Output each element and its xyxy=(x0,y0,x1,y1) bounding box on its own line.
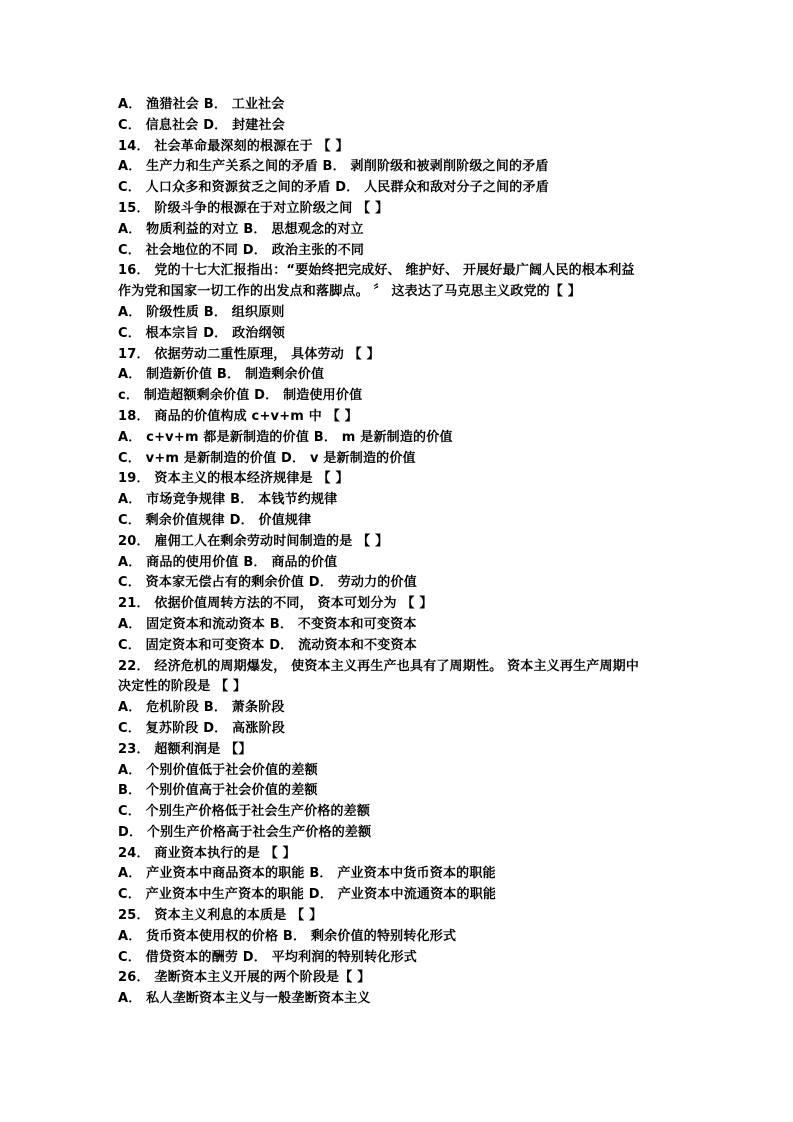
question-22-continued: 决定性的阶段是 【 】 xyxy=(118,679,247,695)
question-18: 18． 商品的价值构成 c+v+m 中 【 】 xyxy=(118,408,358,424)
question-20: 20． 雇佣工人在剩余劳动时间制造的是 【 】 xyxy=(118,533,389,549)
question-24: 24． 商业资本执行的是 【 】 xyxy=(118,845,296,861)
question-16-continued: 作为党和国家一切工作的出发点和落脚点。 〞 这表达了马克思主义政党的【 】 xyxy=(118,284,581,300)
document-body xyxy=(118,95,678,1010)
option-line: C． 根本宗旨 D． 政治纲领 xyxy=(118,325,285,341)
option-line: A． c+v+m 都是新制造的价值 B． m 是新制造的价值 xyxy=(118,429,453,445)
option-line: B． 个别价值高于社会价值的差额 xyxy=(118,783,318,799)
question-23: 23． 超额利润是 【】 xyxy=(118,741,252,757)
option-line: A． 货币资本使用权的价格 B． 剩余价值的特别转化形式 xyxy=(118,928,457,944)
option-line: C． 剩余价值规律 D． 价值规律 xyxy=(118,512,312,528)
option-line: A． 制造新价值 B． 制造剩余价值 xyxy=(118,367,325,383)
option-line: A． 渔猎社会 B． 工业社会 xyxy=(118,97,285,112)
option-line: C． 借贷资本的酬劳 D． 平均利润的特别转化形式 xyxy=(118,949,417,965)
option-line: C． 资本家无偿占有的剩余价值 D． 劳动力的价值 xyxy=(118,575,417,591)
question-25: 25． 资本主义利息的本质是 【 】 xyxy=(118,908,323,924)
option-line: A． 生产力和生产关系之间的矛盾 B． 剥削阶级和被剥削阶级之间的矛盾 xyxy=(118,159,549,175)
question-17: 17． 依据劳动二重性原理， 具体劳动 【 】 xyxy=(118,346,380,362)
option-line: A． 私人垄断资本主义与一般垄断资本主义 xyxy=(118,991,371,1007)
question-16: 16． 党的十七大汇报指出：“要始终把完成好、 维护好、 开展好最广阔人民的根本利益 xyxy=(118,263,635,279)
option-line: A． 阶级性质 B． 组织原则 xyxy=(118,304,285,320)
option-line: A． 物质利益的对立 B． 思想观念的对立 xyxy=(118,221,364,237)
option-line: C． 复苏阶段 D． 高涨阶段 xyxy=(118,720,285,736)
question-15: 15． 阶级斗争的根源在于对立阶级之间 【 】 xyxy=(118,200,389,216)
option-line: A． 商品的使用价值 B． 商品的价值 xyxy=(118,554,338,570)
option-line: C． 产业资本中生产资本的职能 D． 产业资本中流通资本的职能 xyxy=(118,887,497,903)
question-19: 19． 资本主义的根本经济规律是 【 】 xyxy=(118,471,349,487)
question-22: 22． 经济危机的周期爆发， 使资本主义再生产也具有了周期性。 资本主义再生产周期中 xyxy=(118,658,640,674)
option-line: A． 产业资本中商品资本的职能 B． 产业资本中货币资本的职能 xyxy=(118,866,496,882)
option-line: A． 市场竞争规律 B． 本钱节约规律 xyxy=(118,492,338,508)
option-line: A． 固定资本和流动资本 B． 不变资本和可变资本 xyxy=(118,616,417,632)
option-line: C． 信息社会 D． 封建社会 xyxy=(118,117,285,133)
option-line: C． v+m 是新制造的价值 D． v 是新制造的价值 xyxy=(118,450,416,466)
option-line: c． 制造超额剩余价值 D． 制造使用价值 xyxy=(118,388,363,404)
option-line: A． 危机阶段 B． 萧条阶段 xyxy=(118,700,285,716)
option-line: C． 人口众多和资源贫乏之间的矛盾 D． 人民群众和敌对分子之间的矛盾 xyxy=(118,180,549,196)
question-21: 21． 依据价值周转方法的不同， 资本可划分为 【 】 xyxy=(118,596,433,612)
option-line: C． 固定资本和可变资本 D． 流动资本和不变资本 xyxy=(118,637,417,653)
option-line: C． 个别生产价格低于社会生产价格的差额 xyxy=(118,804,371,820)
option-line: C． 社会地位的不同 D． 政治主张的不同 xyxy=(118,242,365,258)
question-26: 26． 垄断资本主义开展的两个阶段是【 】 xyxy=(118,970,371,986)
option-line: A． 个别价值低于社会价值的差额 xyxy=(118,762,318,778)
question-14: 14． 社会革命最深刻的根源在于 【 】 xyxy=(118,138,349,154)
option-line: D． 个别生产价格高于社会生产价格的差额 xyxy=(118,824,372,840)
